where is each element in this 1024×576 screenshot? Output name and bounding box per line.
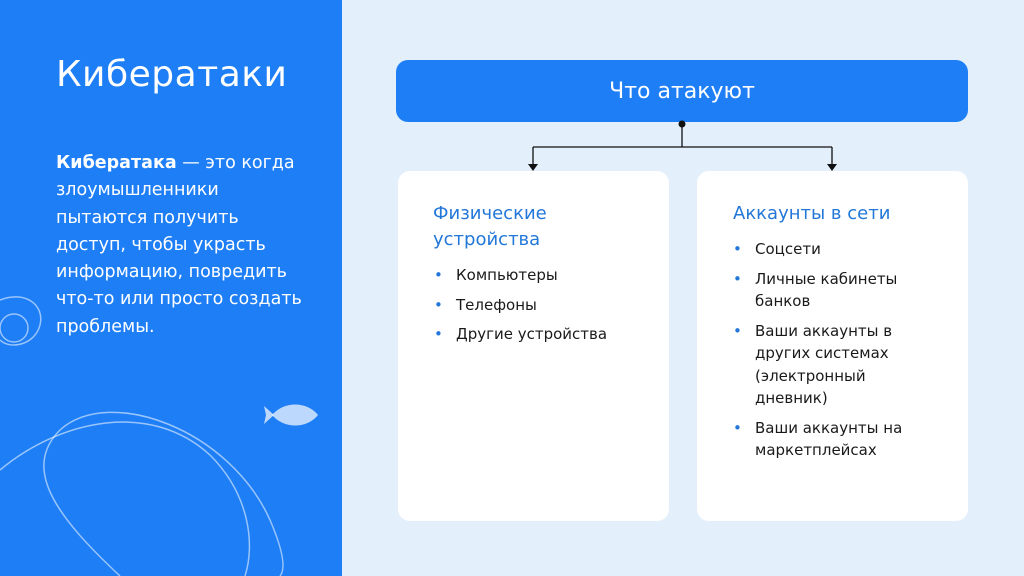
list-item: • Ваши аккаунты на маркетплейсах (733, 418, 903, 459)
bullet-dot-icon: • (733, 269, 742, 288)
list-item: • Личные кабинеты банков (733, 269, 898, 310)
branch-items (434, 264, 664, 353)
bullet-dot-icon: • (733, 321, 742, 340)
branch-items (733, 238, 903, 469)
list-item: • Компьютеры (434, 264, 664, 287)
bullet-dot-icon: • (733, 418, 742, 437)
list-item: • Ваши аккаунты в других системах (электронный дневник) (733, 321, 893, 407)
bullet-dot-icon: • (733, 240, 742, 258)
definition-term: Кибератака (56, 153, 177, 173)
diagram-root-label: Что атакуют (609, 78, 755, 104)
page-title: Кибератаки (56, 54, 288, 95)
bullet-dot-icon: • (434, 325, 443, 343)
bullet-dot-icon: • (434, 295, 443, 314)
list-item: • Другие устройства (434, 323, 664, 346)
list-item: • Телефоны (434, 294, 664, 317)
list-item: • Соцсети (733, 238, 903, 261)
arrow-left-icon (528, 164, 538, 171)
branch-card-online-accounts (697, 171, 968, 521)
arrow-right-icon (827, 164, 837, 171)
branch-title: Физические устройства (433, 203, 547, 250)
bullet-dot-icon: • (434, 266, 443, 284)
branch-title: Аккаунты в сети (733, 203, 891, 224)
branch-card-physical-devices (398, 171, 669, 521)
definition-body: — это когда злоумышленники пытаются получить доступ, чтобы украсть информацию, повредить что-то или просто создать проблемы. (56, 153, 302, 337)
